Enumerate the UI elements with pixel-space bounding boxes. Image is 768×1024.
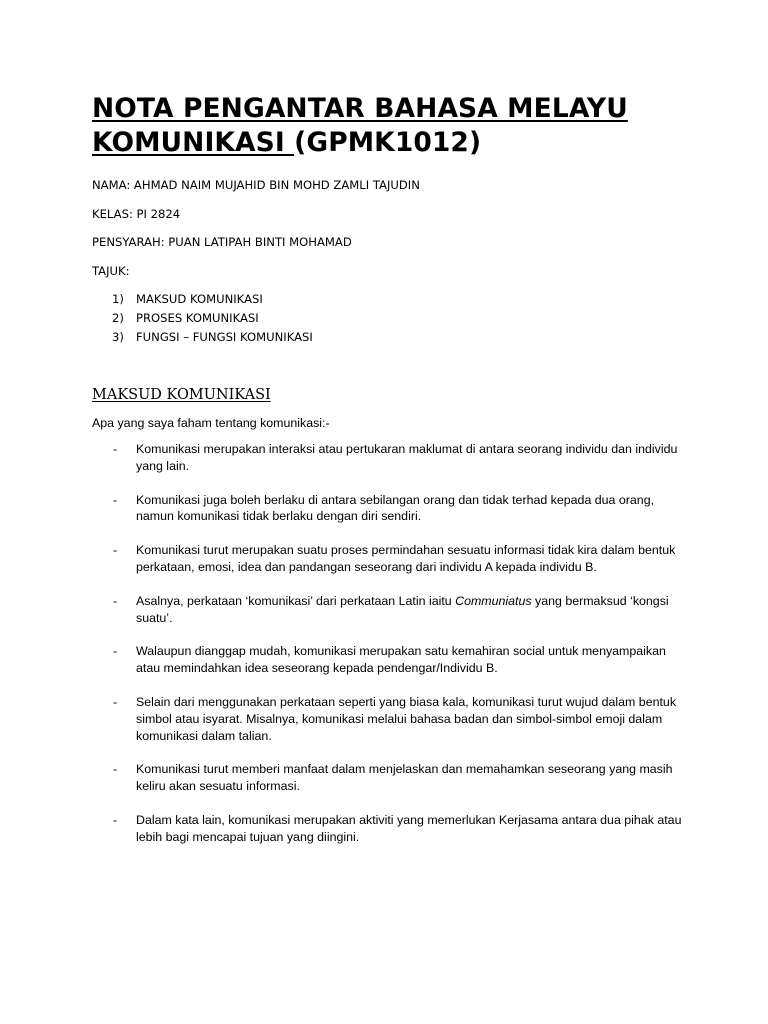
- section-heading: MAKSUD KOMUNIKASI: [92, 387, 271, 403]
- list-item: [92, 812, 692, 846]
- bullet-dash: -: [113, 644, 118, 659]
- list-item-text: Dalam kata lain, komunikasi merupakan aktiviti yang memerlukan Kerjasama antara dua pihak atau lebih bagi mencapai tujuan yang diingini.: [136, 812, 682, 844]
- bullet-dash: -: [113, 694, 118, 709]
- section-intro: Apa yang saya faham tentang komunikasi:-: [92, 416, 330, 430]
- text-run: Asalnya, perkataan ‘komunikasi’ dari perkataan Latin iaitu: [136, 593, 456, 608]
- bullet-dash: -: [113, 812, 118, 827]
- title-line-2-underlined: KOMUNIKASI: [92, 127, 295, 158]
- bullet-dash: -: [113, 762, 118, 777]
- topic-number: 1): [112, 292, 124, 306]
- title-line-1: NOTA PENGANTAR BAHASA MELAYU: [92, 93, 628, 124]
- topic-number: 2): [112, 311, 124, 325]
- bullet-dash: -: [113, 593, 118, 608]
- list-item-text: Walaupun dianggap mudah, komunikasi merupakan satu kemahiran social untuk menyampaikan atau memindahkan idea seseorang kepada pendengar/Individu B.: [136, 644, 666, 676]
- definition-list: [92, 441, 692, 863]
- topic-text: MAKSUD KOMUNIKASI: [136, 292, 263, 306]
- list-item: [92, 441, 692, 475]
- list-item-text: Komunikasi merupakan interaksi atau pertukaran maklumat di antara seorang individu dan individu yang lain.: [136, 442, 678, 473]
- list-item-text: Selain dari menggunakan perkataan seperti yang biasa kala, komunikasi turut wujud dalam bentuk simbol atau isyarat. Misalnya, komunikasi melalui bahasa badan dan simbol-simbol emoji dalam komunikasi dalam talian.: [136, 694, 677, 743]
- list-item-text: Komunikasi juga boleh berlaku di antara sebilangan orang dan tidak terhad kepada dua orang, namun komunikasi tidak berlaku dengan diri sendiri.: [136, 492, 655, 524]
- class-info: KELAS: PI 2824: [92, 207, 181, 221]
- list-item: [92, 492, 692, 526]
- list-item: [92, 593, 692, 627]
- topic-number: 3): [112, 330, 124, 344]
- latin-term: Communiatus: [455, 593, 532, 608]
- text-run: yang bermaksud ‘kongsi suatu’.: [136, 593, 669, 625]
- topic-label: TAJUK:: [92, 264, 130, 278]
- topic-text: FUNGSI – FUNGSI KOMUNIKASI: [136, 330, 313, 344]
- list-item-text: [136, 594, 669, 625]
- list-item: [92, 694, 692, 744]
- list-item-text: Komunikasi turut merupakan suatu proses permindahan sesuatu informasi tidak kira dalam bentuk perkataan, emosi, idea dan pandangan seseorang dari individu A kepada individu B.: [136, 543, 676, 574]
- list-item: [92, 643, 692, 677]
- title-course-code: (GPMK1012): [294, 127, 482, 158]
- document-title: [92, 92, 712, 160]
- topic-text: PROSES KOMUNIKASI: [136, 311, 259, 325]
- bullet-dash: -: [113, 543, 118, 558]
- student-name: NAMA: AHMAD NAIM MUJAHID BIN MOHD ZAMLI TAJUDIN: [92, 178, 420, 192]
- bullet-dash: -: [113, 442, 118, 456]
- list-item: [92, 542, 692, 576]
- list-item-text: Komunikasi turut memberi manfaat dalam menjelaskan dan memahamkan seseorang yang masih keliru akan sesuatu informasi.: [136, 762, 673, 794]
- list-item: [92, 761, 692, 795]
- bullet-dash: -: [113, 492, 118, 507]
- lecturer-info: PENSYARAH: PUAN LATIPAH BINTI MOHAMAD: [92, 235, 352, 249]
